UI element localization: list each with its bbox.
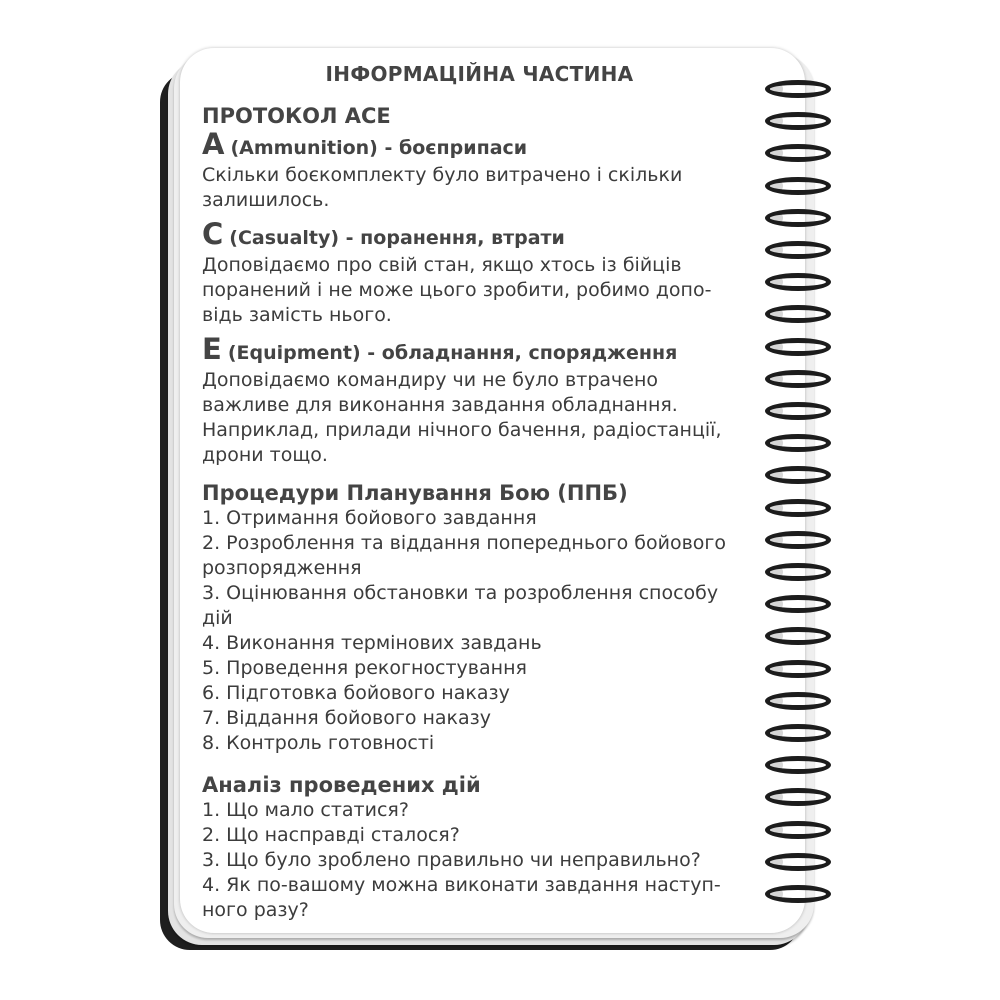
ring-coil [765,80,831,98]
spiral-ring [757,398,835,420]
ring-coil [765,273,831,291]
page-title: ІНФОРМАЦІЙНА ЧАСТИНА [325,62,634,86]
ace-letter-c: C [202,217,224,251]
spiral-ring [757,237,835,259]
spiral-ring [757,430,835,452]
spiral-ring [757,688,835,710]
list-item: 4. Як по-вашому можна виконати завдання наступ- ного разу? [202,874,721,921]
spiral-ring [757,623,835,645]
ace-item-equipment [202,334,757,468]
spiral-ring [757,205,835,227]
ace-item-ammunition [202,129,757,213]
list-item: 3. Що було зроблено правильно чи неправильно? [202,849,701,871]
spiral-ring [757,849,835,871]
spiral-ring [757,173,835,195]
ring-coil [765,209,831,227]
spiral-ring [757,140,835,162]
ring-coil [765,402,831,420]
ring-coil [765,595,831,613]
spiral-ring [757,559,835,581]
ppb-list [202,506,757,756]
ace-term-ammunition: (Ammunition) - боєприпаси [230,137,528,159]
ring-coil [765,756,831,774]
ppb-section-title: Процедури Планування Бою (ППБ) [202,481,628,505]
ace-item-casualty [202,219,757,328]
spiral-ring [757,656,835,678]
aar-section [202,772,757,923]
spiral-ring [757,591,835,613]
ace-text-casualty: Доповідаємо про свій стан, якщо хтось із бійців поранений і не може цього зробити, робимо допо- відь замість нього. [202,254,712,326]
list-item: 1. Отримання бойового завдання [202,507,537,529]
ring-coil [765,724,831,742]
list-item: 3. Оцінювання обстановки та розроблення способу дій [202,582,719,629]
page-content [202,62,757,923]
spiral-ring [757,462,835,484]
list-item: 2. Що насправді сталося? [202,824,460,846]
ring-coil [765,692,831,710]
aar-section-title: Аналіз проведених дій [202,773,481,797]
ring-coil [765,821,831,839]
ace-term-casualty: (Casualty) - поранення, втрати [229,227,565,249]
spiral-ring [757,784,835,806]
spiral-ring [757,817,835,839]
ace-letter-a: A [202,127,225,161]
spiral-ring [757,301,835,323]
list-item: 6. Підготовка бойового наказу [202,682,510,704]
ring-coil [765,788,831,806]
ring-coil [765,627,831,645]
ring-coil [765,885,831,903]
ring-coil [765,112,831,130]
spiral-ring [757,76,835,98]
ring-coil [765,177,831,195]
ring-coil [765,241,831,259]
spiral-ring [757,334,835,356]
ppb-section [202,480,757,756]
ring-coil [765,660,831,678]
ring-coil [765,563,831,581]
spiral-ring [757,527,835,549]
ring-coil [765,338,831,356]
list-item: 7. Віддання бойового наказу [202,707,492,729]
ring-coil [765,531,831,549]
ace-text-equipment: Доповідаємо командиру чи не було втрачено важливе для виконання завдання обладнання. Наприклад, прилади нічного бачення, радіостанції, дрони тощо. [202,369,722,466]
ring-coil [765,434,831,452]
ring-coil [765,305,831,323]
ring-coil [765,499,831,517]
ace-section [202,103,757,468]
spiral-ring [757,752,835,774]
spiral-ring [757,269,835,291]
list-item: 4. Виконання термінових завдань [202,632,542,654]
ring-coil [765,853,831,871]
aar-list [202,798,757,923]
ace-term-equipment: (Equipment) - обладнання, спорядження [227,342,678,364]
list-item: 5. Проведення рекогностування [202,657,527,679]
list-item: 2. Розроблення та віддання попереднього бойового розпорядження [202,532,727,579]
spiral-ring [757,366,835,388]
list-item: 1. Що мало статися? [202,799,409,821]
ace-section-title: ПРОТОКОЛ ACE [202,104,391,128]
list-item: 8. Контроль готовності [202,732,435,754]
spiral-binding [757,76,847,916]
ring-coil [765,370,831,388]
spiral-ring [757,495,835,517]
ring-coil [765,466,831,484]
spiral-ring [757,720,835,742]
ring-coil [765,144,831,162]
spiral-ring [757,108,835,130]
ace-text-ammunition: Скільки боєкомплекту було витрачено і скільки залишилось. [202,164,683,211]
ace-letter-e: E [202,332,222,366]
spiral-ring [757,881,835,903]
